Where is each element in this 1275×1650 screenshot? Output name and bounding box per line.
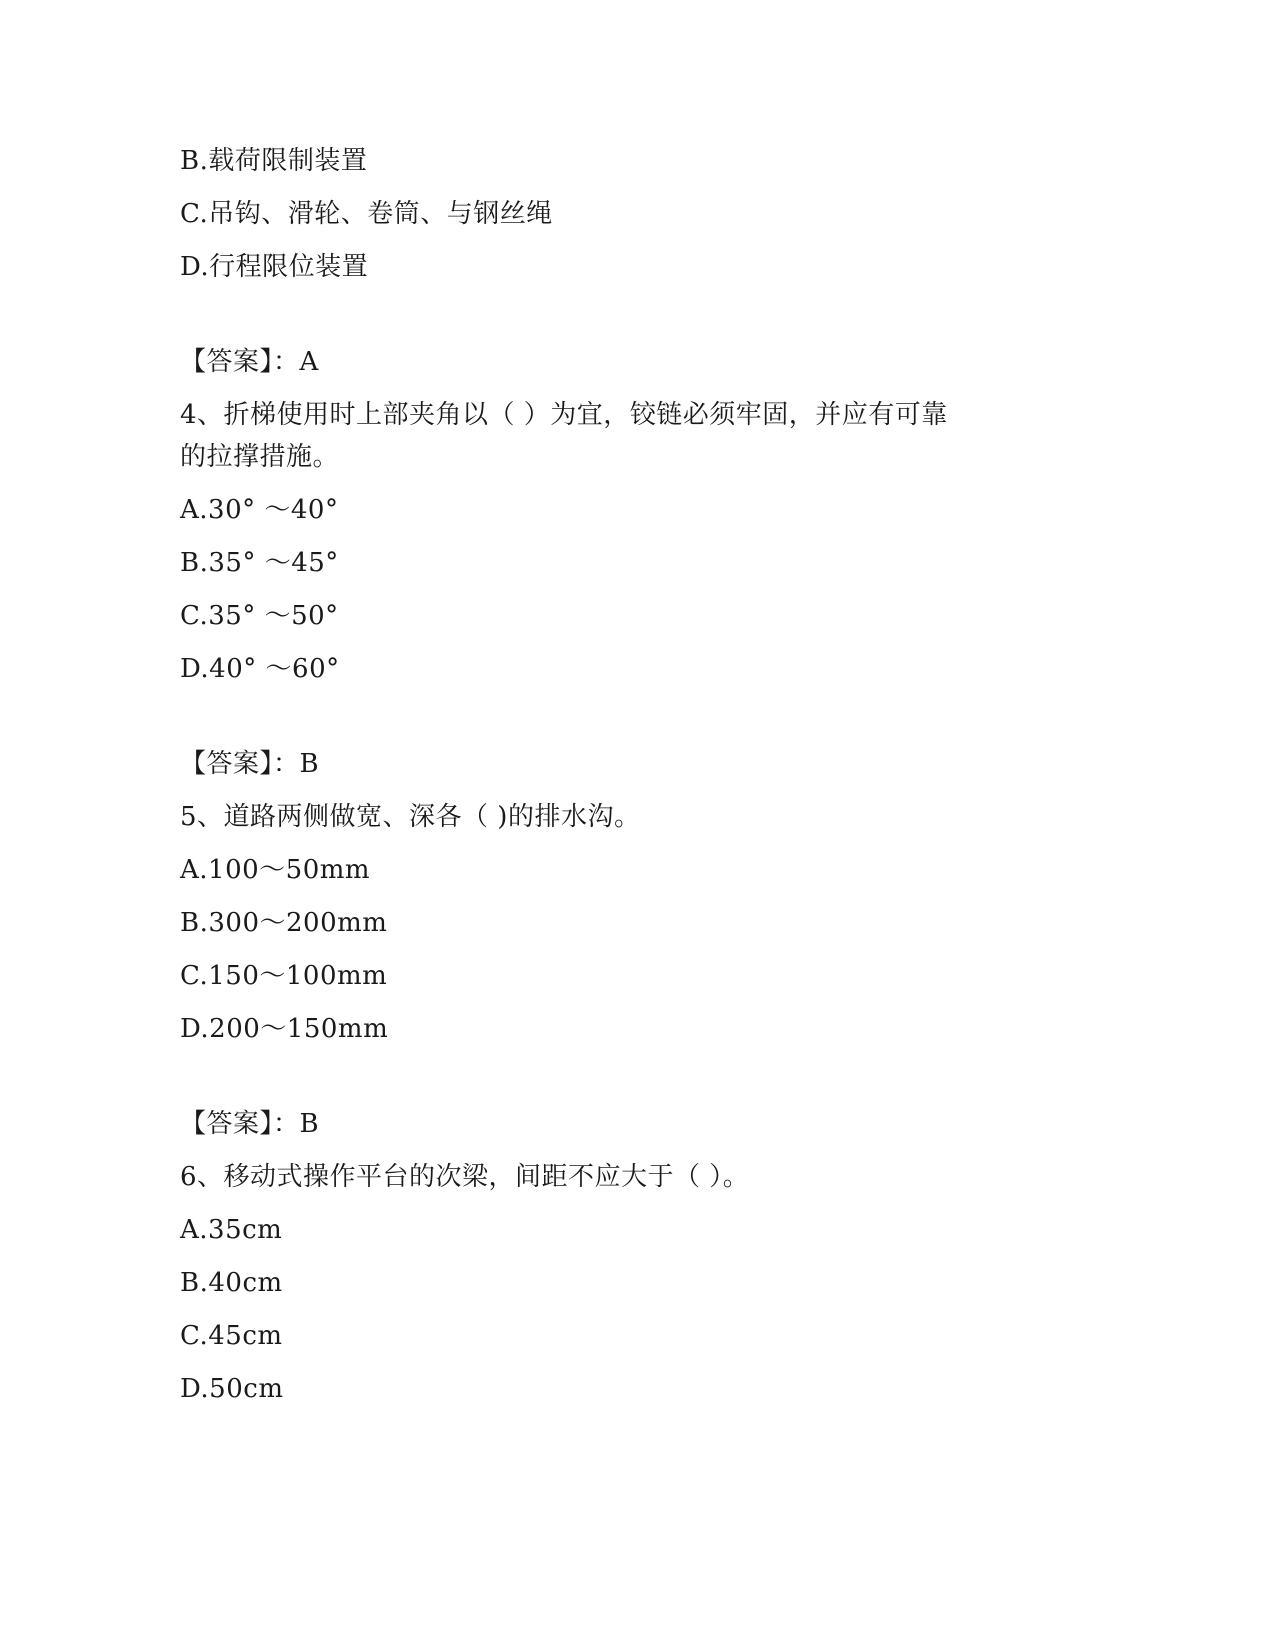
q5-option-a: A.100～50mm [180,855,371,885]
q5-option-c: C.150～100mm [180,961,388,991]
q6-option-d: D.50cm [180,1374,284,1404]
q4-option-d: D.40° ～60° [180,654,340,684]
q6-option-b: B.40cm [180,1268,283,1298]
q4-option-c: C.35° ～50° [180,601,339,631]
q5-answer: 【答案】：B [180,1109,320,1139]
q5-stem: 5、道路两侧做宽、深各（ )的排水沟。 [180,802,641,832]
q4-stem-line2: 的拉撑措施。 [180,442,340,472]
q3-option-d: D.行程限位装置 [180,252,369,282]
q3-option-c: C.吊钩、滑轮、卷筒、与钢丝绳 [180,199,553,229]
q6-option-c: C.45cm [180,1321,283,1351]
q5-option-b: B.300～200mm [180,908,388,938]
q4-option-b: B.35° ～45° [180,548,339,578]
q4-stem-line1: 4、折梯使用时上部夹角以（ ）为宜，铰链必须牢固，并应有可靠 [180,400,948,430]
q4-answer: 【答案】：B [180,749,320,779]
q6-option-a: A.35cm [180,1215,283,1245]
q6-stem: 6、移动式操作平台的次梁，间距不应大于（ ）。 [180,1162,750,1192]
q3-answer: 【答案】：A [180,347,319,377]
q4-option-a: A.30° ～40° [180,495,339,525]
q3-option-b: B.载荷限制装置 [180,146,368,176]
q5-option-d: D.200～150mm [180,1014,389,1044]
